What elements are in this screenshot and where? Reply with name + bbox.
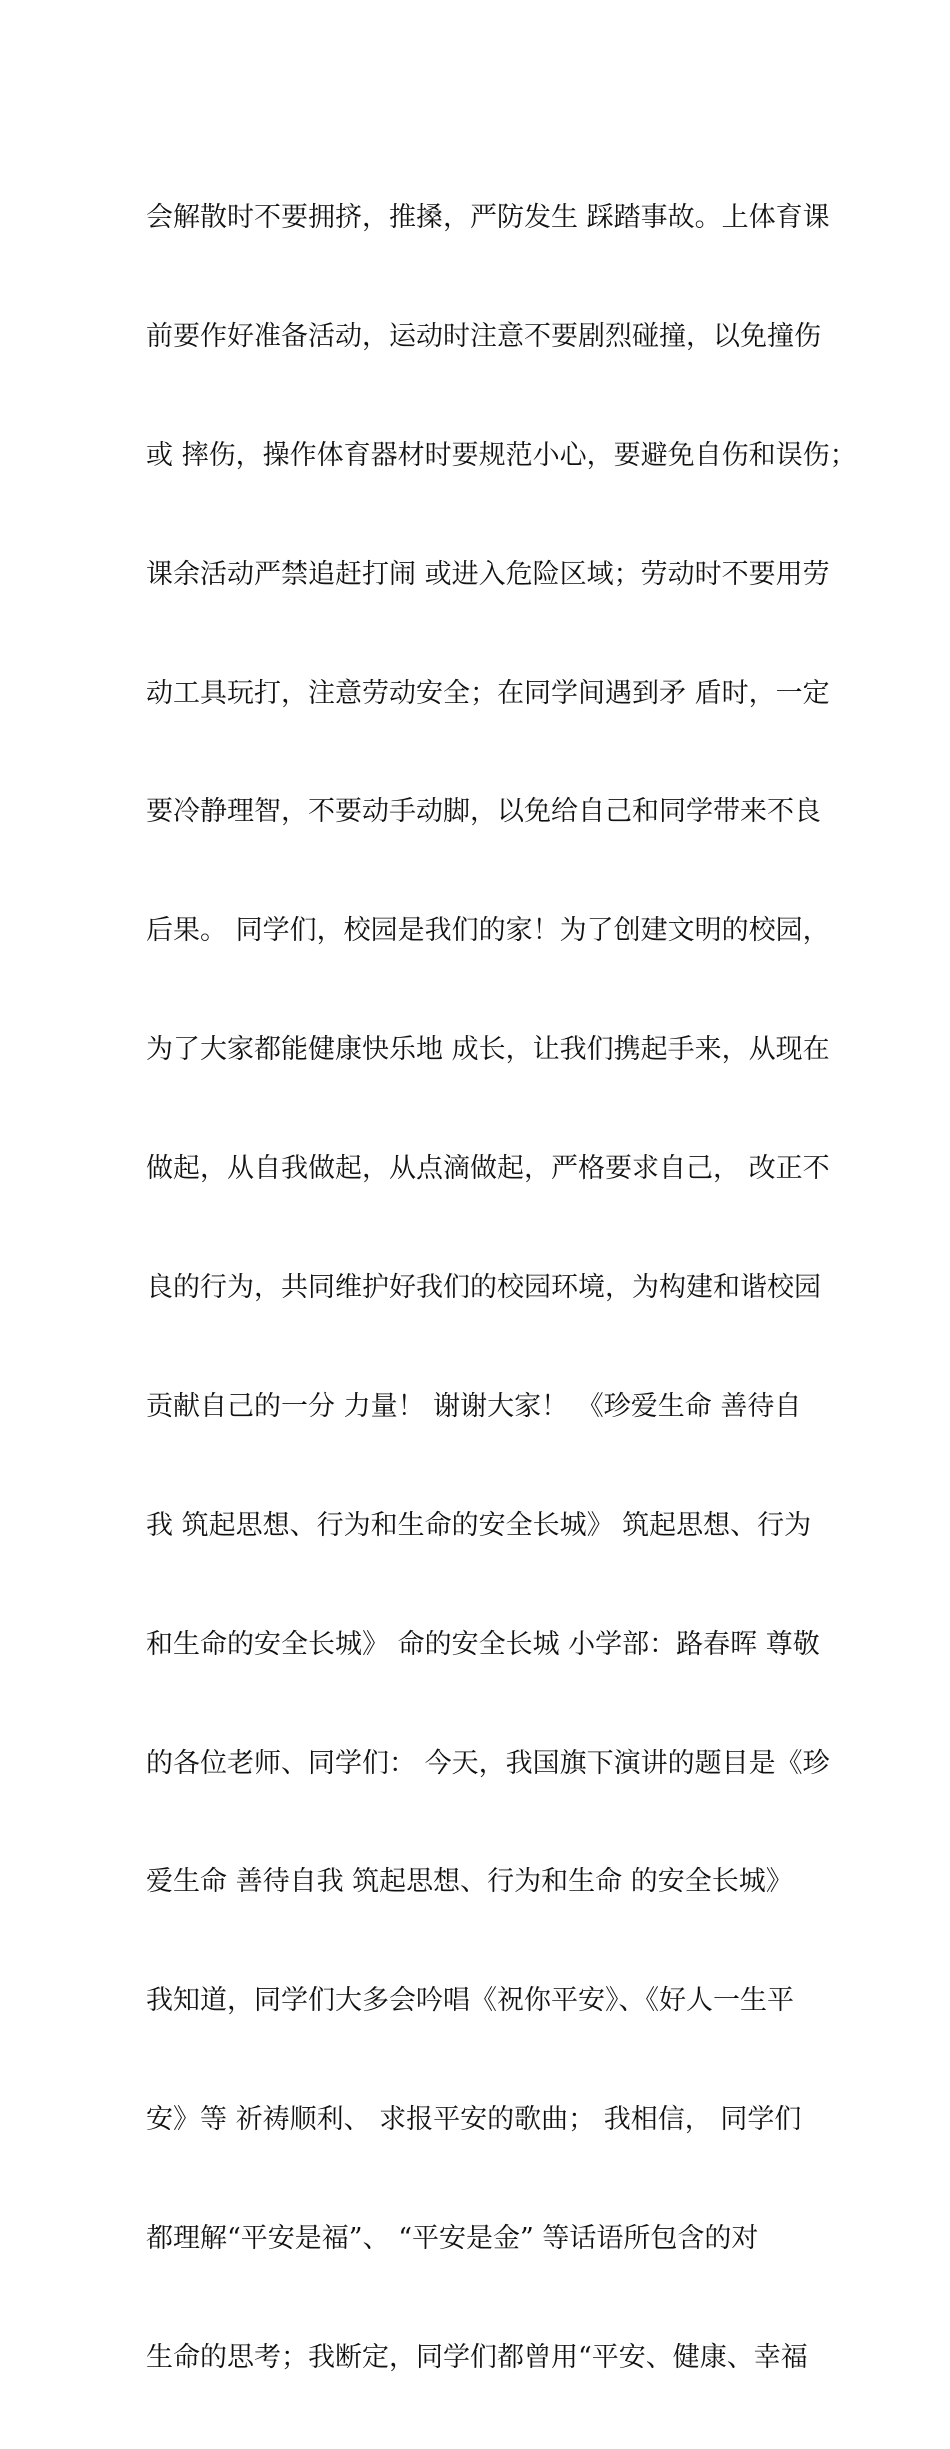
text-line: 贡献自己的一分 力量！ 谢谢大家！ 《珍爱生命 善待自 — [146, 1390, 802, 1422]
text-line: 良的行为，共同维护好我们的校园环境，为构建和谐校园 — [146, 1272, 821, 1304]
text-line: 生命的思考；我断定，同学们都曾用“平安、健康、幸福 — [146, 2342, 808, 2374]
text-line: 我知道，同学们大多会吟唱《祝你平安》、《好人一生平 — [146, 1985, 794, 2017]
text-line: 做起，从自我做起，从点滴做起，严格要求自己， 改正不 — [146, 1153, 830, 1185]
text-line: 会解散时不要拥挤，推搡，严防发生 踩踏事故。上体育课 — [146, 202, 830, 233]
body-text — [146, 128, 857, 2449]
text-line: 我 筑起思想、行为和生命的安全长城》 筑起思想、行为 — [146, 1509, 812, 1541]
text-line: 要冷静理智，不要动手动脚，以免给自己和同学带来不良 — [146, 796, 821, 828]
text-line: 为了大家都能健康快乐地 成长，让我们携起手来，从现在 — [146, 1034, 830, 1066]
text-line: 课余活动严禁追赶打闹 或进入危险区域；劳动时不要用劳 — [146, 558, 830, 590]
text-line: 动工具玩打，注意劳动安全；在同学间遇到矛 盾时，一定 — [146, 677, 830, 709]
text-line: 爱生命 善待自我 筑起思想、行为和生命 的安全长城》 — [146, 1866, 793, 1898]
text-line: 的各位老师、同学们： 今天，我国旗下演讲的题目是《珍 — [146, 1747, 830, 1779]
text-line: 后果。 同学们，校园是我们的家！为了创建文明的校园， — [146, 915, 830, 947]
text-line: 和生命的安全长城》 命的安全长城 小学部：路春晖 尊敬 — [146, 1628, 820, 1660]
text-line: 都理解“平安是福”、 “平安是金” 等话语所包含的对 — [146, 2223, 759, 2255]
text-line: 安》等 祈祷顺利、 求报平安的歌曲； 我相信， 同学们 — [146, 2104, 802, 2136]
text-line: 前要作好准备活动，运动时注意不要剧烈碰撞，以免撞伤 — [146, 320, 821, 352]
text-line: 或 摔伤，操作体育器材时要规范小心，要避免自伤和误伤； — [146, 439, 857, 471]
